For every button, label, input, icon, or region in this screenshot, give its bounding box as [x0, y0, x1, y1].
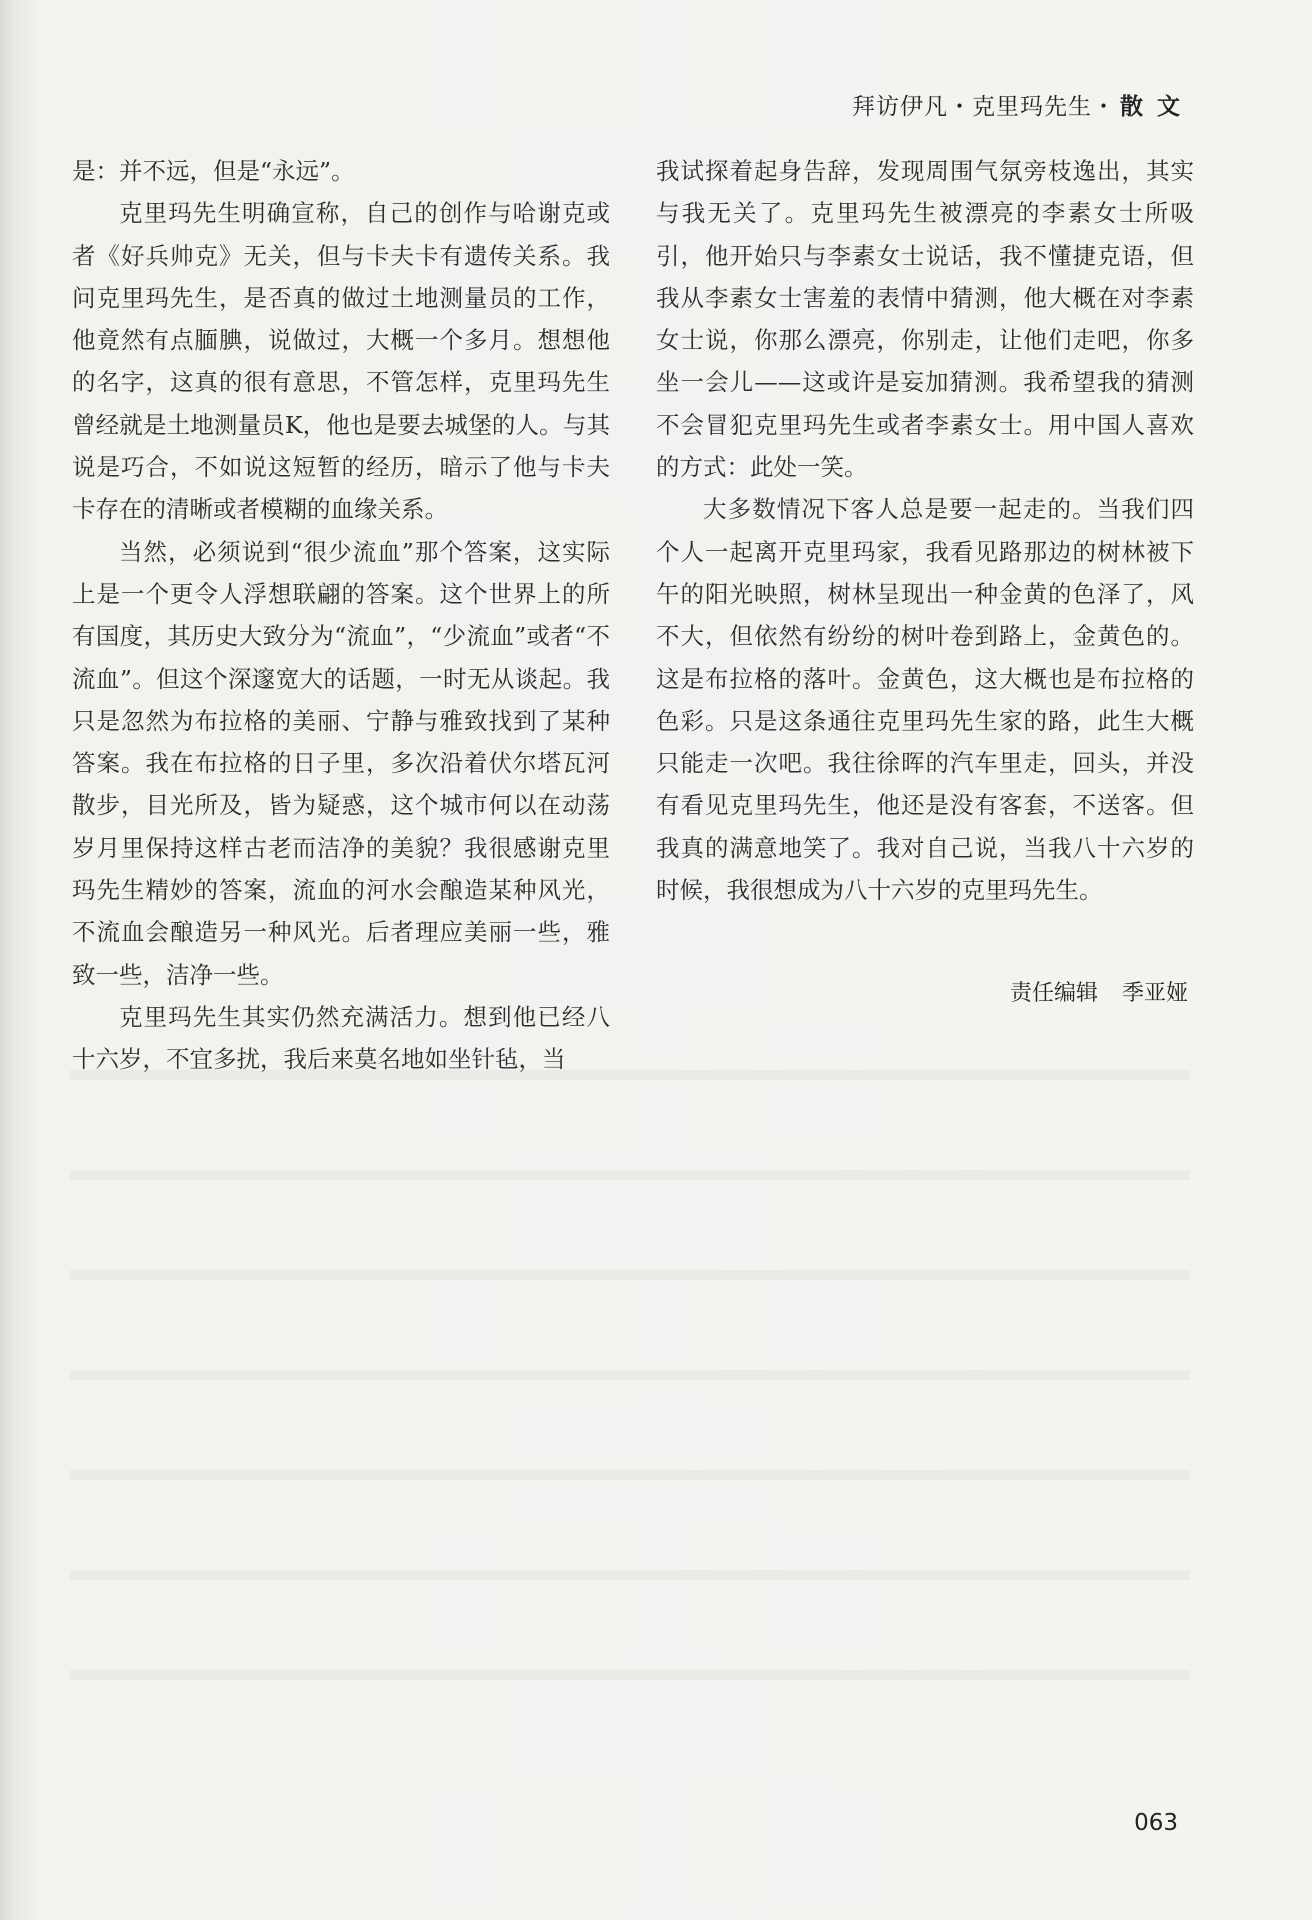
- paragraph: 克里玛先生明确宣称，自己的创作与哈谢克或者《好兵帅克》无关，但与卡夫卡有遗传关系。我问克里玛先生，是否真的做过土地测量员的工作，他竟然有点腼腆，说做过，大概一个多月。想想他的名字，这真的很有意思，不管怎样，克里玛先生曾经就是土地测量员K，他也是要去城堡的人。与其说是巧合，不如说这短暂的经历，暗示了他与卡夫卡存在的清晰或者模糊的血缘关系。: [72, 199, 610, 524]
- paragraph: 当然，必须说到“很少流血”那个答案，这实际上是一个更令人浮想联翩的答案。这个世界上的所有国度，其历史大致分为“流血”，“少流血”或者“不流血”。但这个深邃宽大的话题，一时无从谈起。我只是忽然为布拉格的美丽、宁静与雅致找到了某种答案。我在布拉格的日子里，多次沿着伏尔塔瓦河散步，目光所及，皆为疑惑，这个城市何以在动荡岁月里保持这样古老而洁净的美貌？我很感谢克里玛先生精妙的答案，流血的河水会酿造某种风光，不流血会酿造另一种风光。后者理应美丽一些，雅致一些，洁净一些。: [72, 537, 610, 989]
- section-label: 散文: [1120, 94, 1194, 120]
- show-through-line: [70, 1670, 1190, 1680]
- paragraph: 是：并不远，但是“永远”。: [72, 157, 355, 185]
- running-head: [852, 88, 1194, 121]
- page-number: 063: [1134, 1810, 1178, 1836]
- show-through-line: [70, 1170, 1190, 1180]
- paragraph: 克里玛先生其实仍然充满活力。想到他已经八十六岁，不宜多扰，我后来莫名地如坐针毡，当: [72, 1002, 610, 1074]
- editor-label: 责任编辑: [1009, 981, 1098, 1006]
- responsible-editor: [1010, 976, 1188, 1007]
- editor-name: 季亚娅: [1121, 981, 1188, 1006]
- right-column: [656, 150, 1194, 911]
- show-through-line: [70, 1570, 1190, 1580]
- show-through-line: [70, 1370, 1190, 1380]
- show-through-line: [70, 1270, 1190, 1280]
- paragraph: 大多数情况下客人总是要一起走的。当我们四个人一起离开克里玛家，我看见路那边的树林被下午的阳光映照，树林呈现出一种金黄的色泽了，风不大，但依然有纷纷的树叶卷到路上，金黄色的。这是布拉格的落叶。金黄色，这大概也是布拉格的色彩。只是这条通往克里玛先生家的路，此生大概只能走一次吧。我往徐晖的汽车里走，回头，并没有看见克里玛先生，他还是没有客套，不送客。但我真的满意地笑了。我对自己说，当我八十六岁的时候，我很想成为八十六岁的克里玛先生。: [656, 495, 1194, 905]
- show-through-line: [70, 1470, 1190, 1480]
- article-title: 拜访伊凡・克里玛先生・: [852, 94, 1116, 120]
- left-column: [72, 150, 610, 1081]
- paragraph: 我试探着起身告辞，发现周围气氛旁枝逸出，其实与我无关了。克里玛先生被漂亮的李素女士所吸引，他开始只与李素女士说话，我不懂捷克语，但我从李素女士害羞的表情中猜测，他大概在对李素女士说，你那么漂亮，你别走，让他们走吧，你多坐一会儿——这或许是妄加猜测。我希望我的猜测不会冒犯克里玛先生或者李素女士。用中国人喜欢的方式：此处一笑。: [656, 157, 1194, 482]
